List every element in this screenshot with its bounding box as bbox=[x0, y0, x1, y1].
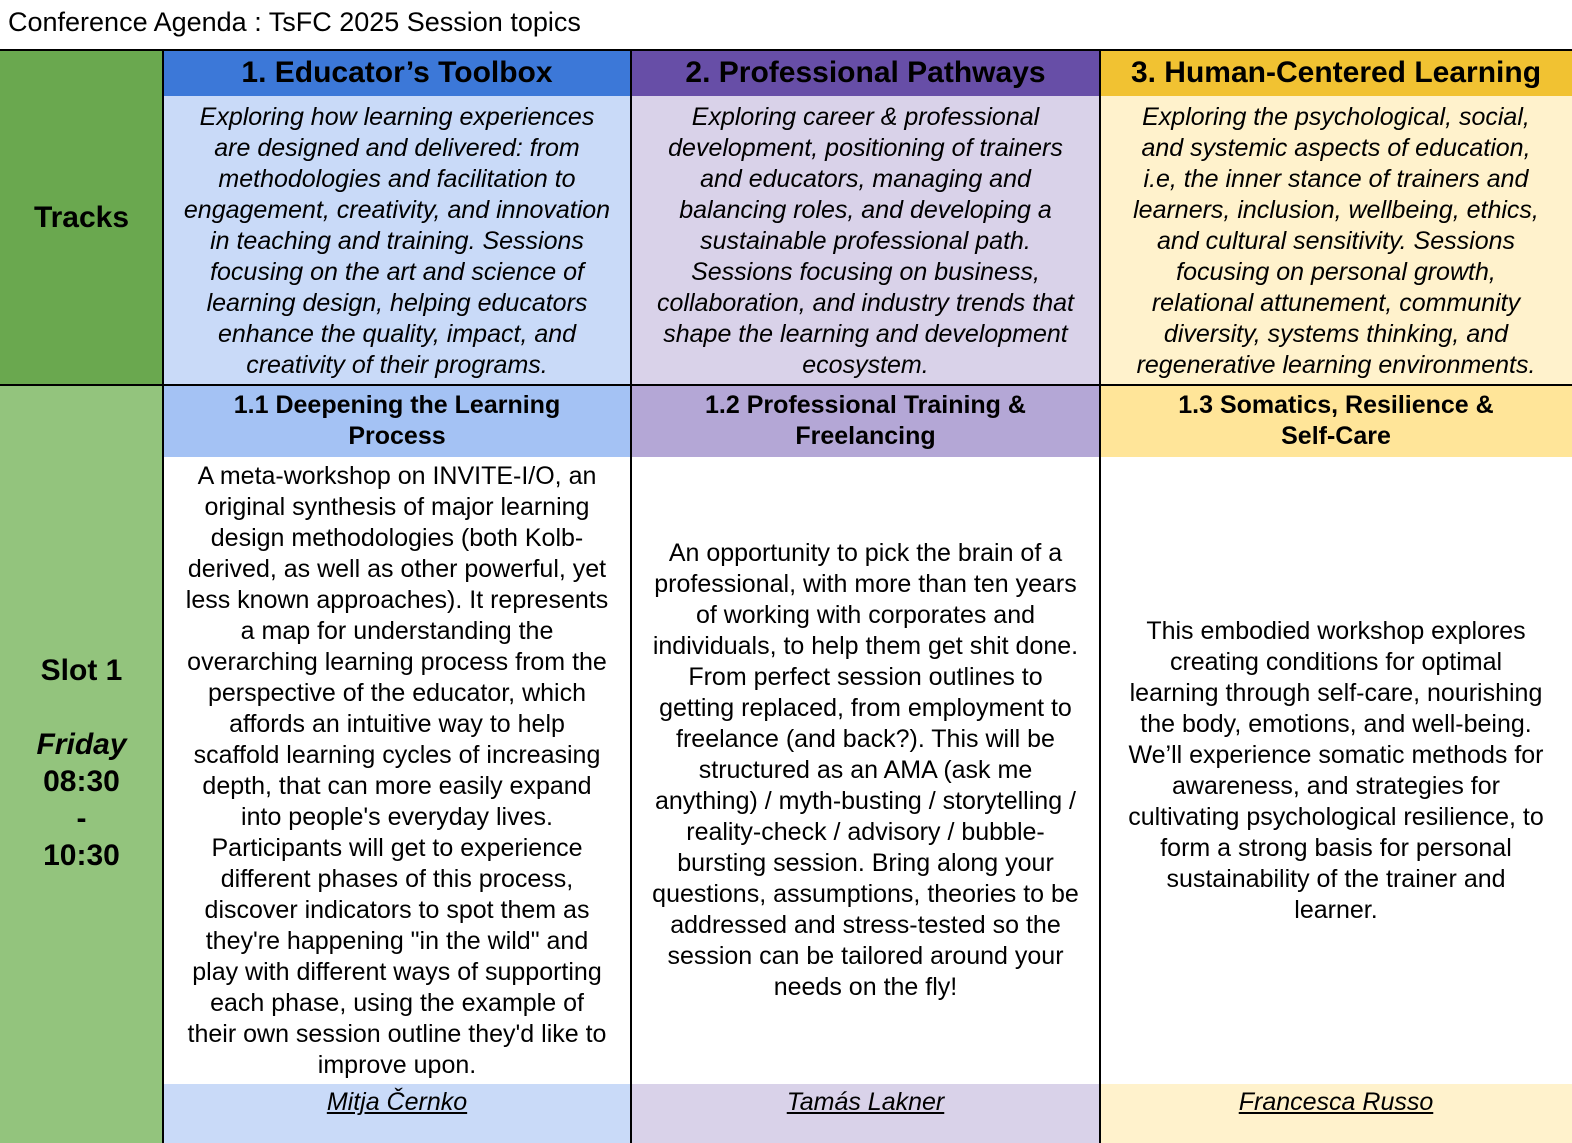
slot-day: Friday bbox=[36, 728, 127, 761]
track-2-title: 2. Professional Pathways bbox=[631, 50, 1100, 96]
session-1-3-title: 1.3 Somatics, Resilience & Self-Care bbox=[1100, 385, 1572, 457]
page-title: Conference Agenda : TsFC 2025 Session topics bbox=[8, 7, 581, 37]
grid-line-middle bbox=[0, 384, 1572, 386]
slot-label: Slot 1 bbox=[40, 654, 123, 687]
session-1-2-description: An opportunity to pick the brain of a professional, with more than ten years of working with corporates and individuals, to help them get shit done. From perfect session outlines to getting replaced, from employment to freelance (and back?). This will be structured as an AMA (ask me anything) / myth-busting / storytelling / reality-check / advisory / bubble- bursting session. Bring along your questions, assumptions, theories to be addressed and stress-tested so the session can be tailored around your needs on the fly! bbox=[631, 457, 1100, 1084]
grid-line-top bbox=[0, 49, 1572, 51]
grid-line-col-0 bbox=[162, 49, 164, 1143]
tracks-label: Tracks bbox=[33, 200, 130, 234]
slot-start-time: 08:30 bbox=[43, 765, 120, 798]
track-1-description: Exploring how learning experiences are designed and delivered: from methodologies and facilitation to engagement, creativity, and innovation in teaching and training. Sessions focusing on the art and science of learning design, helping educators enhance the quality, impact, and creativity of their programs. bbox=[163, 96, 631, 385]
session-1-3-speaker-link[interactable]: Francesca Russo bbox=[1100, 1084, 1572, 1143]
slot-end-time: 10:30 bbox=[43, 839, 120, 872]
tracks-row-header bbox=[0, 50, 163, 385]
track-1-title: 1. Educator’s Toolbox bbox=[163, 50, 631, 96]
session-1-1-title: 1.1 Deepening the Learning Process bbox=[163, 385, 631, 457]
session-1-2-speaker-link[interactable]: Tamás Lakner bbox=[631, 1084, 1100, 1143]
track-3-description: Exploring the psychological, social, and systemic aspects of education, i.e, the inner stance of trainers and learners, inclusion, wellbeing, ethics, and cultural sensitivity. Sessions focusing on personal growth, relational attunement, community diversity, systems thinking, and regenerative learning environments. bbox=[1100, 96, 1572, 385]
grid-line-col-1 bbox=[630, 49, 632, 1143]
track-2-description: Exploring career & professional development, positioning of trainers and educators, managing and balancing roles, and developing a sustainable professional path. Sessions focusing on business, collaboration, and industry trends that shape the learning and development ecosystem. bbox=[631, 96, 1100, 385]
session-1-3-description: This embodied workshop explores creating conditions for optimal learning through self-care, nourishing the body, emotions, and well-being. We’ll experience somatic methods for awareness, and strategies for cultivating psychological resilience, to form a strong basis for personal sustainability of the trainer and learner. bbox=[1100, 457, 1572, 1084]
slot-row-header bbox=[0, 385, 163, 1143]
slot-time-dash: - bbox=[76, 802, 87, 835]
session-1-1-speaker-link[interactable]: Mitja Černko bbox=[163, 1084, 631, 1143]
session-1-1-description: A meta-workshop on INVITE-I/O, an original synthesis of major learning design methodologies (both Kolb- derived, as well as other powerful, yet less known approaches). It represents a map for understanding the overarching learning process from the perspective of the educator, which affords an intuitive way to help scaffold learning cycles of increasing depth, that can more easily expand into people's everyday lives. Participants will get to experience different phases of this process, discover indicators to spot them as they're happening "in the wild" and play with different ways of supporting each phase, using the example of their own session outline they'd like to improve upon. bbox=[163, 457, 631, 1084]
track-3-title: 3. Human-Centered Learning bbox=[1100, 50, 1572, 96]
session-1-2-title: 1.2 Professional Training & Freelancing bbox=[631, 385, 1100, 457]
grid-line-col-2 bbox=[1099, 49, 1101, 1143]
